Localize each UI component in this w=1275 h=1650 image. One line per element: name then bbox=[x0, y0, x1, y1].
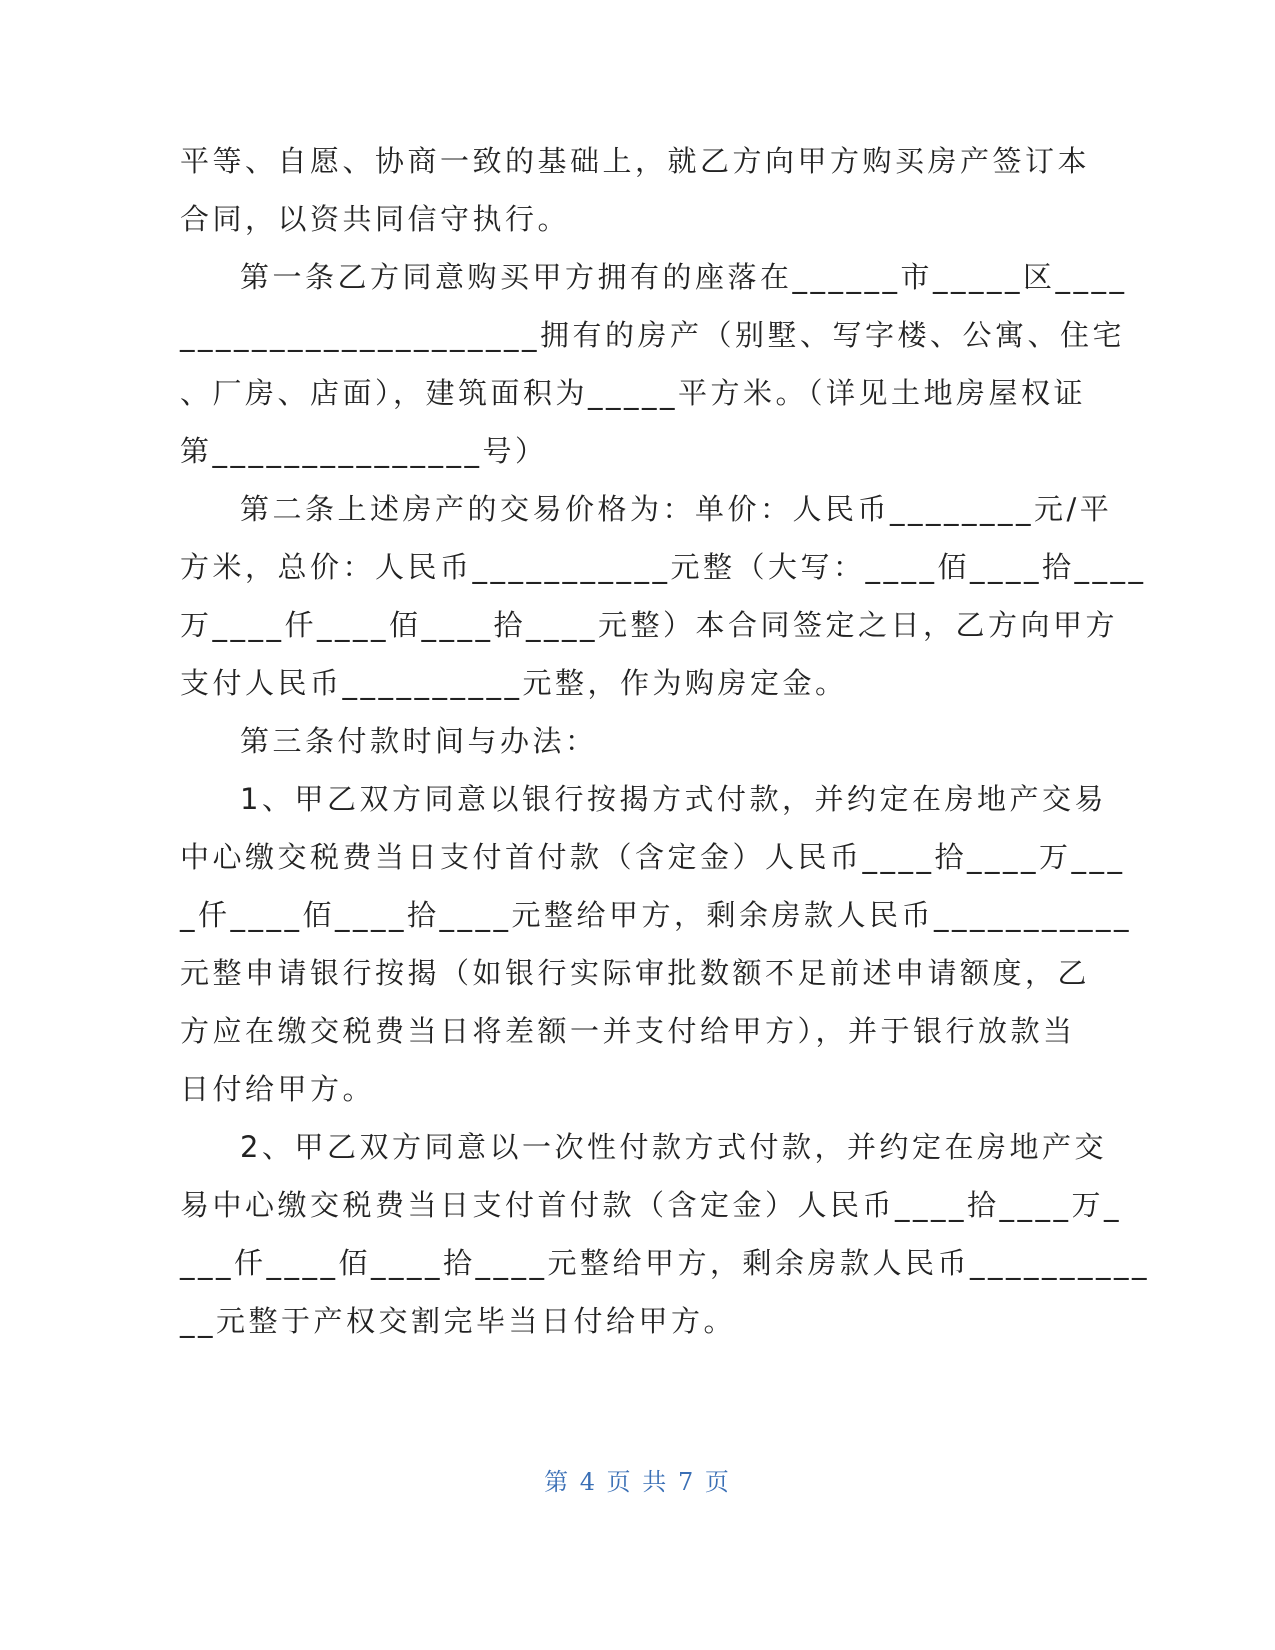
payment-option-1-line: 1、甲乙双方同意以银行按揭方式付款，并约定在房地产交易 bbox=[240, 782, 1107, 816]
clause-2-line: 方米，总价：人民币___________元整（大写：____佰____拾____ bbox=[180, 550, 1147, 584]
clause-1-line: ____________________拥有的房产（别墅、写字楼、公寓、住宅 bbox=[180, 318, 1126, 352]
clause-2-line: 万____仟____佰____拾____元整）本合同签定之日，乙方向甲方 bbox=[180, 608, 1119, 642]
payment-option-2-line: __元整于产权交割完毕当日付给甲方。 bbox=[180, 1304, 737, 1338]
payment-option-2-line: 2、甲乙双方同意以一次性付款方式付款，并约定在房地产交 bbox=[240, 1130, 1107, 1164]
clause-3-heading: 第三条付款时间与办法： bbox=[240, 724, 598, 758]
payment-option-1-line: 方应在缴交税费当日将差额一并支付给甲方），并于银行放款当 bbox=[180, 1014, 1076, 1048]
clause-1-line: 第一条乙方同意购买甲方拥有的座落在______市_____区____ bbox=[240, 260, 1128, 294]
page-number-footer: 第 4 页 共 7 页 bbox=[544, 1468, 731, 1496]
payment-option-2-line: ___仟____佰____拾____元整给甲方，剩余房款人民币__________ bbox=[180, 1246, 1151, 1280]
body-line: 平等、自愿、协商一致的基础上，就乙方向甲方购买房产签订本 bbox=[180, 144, 1091, 178]
clause-1-line: 第_______________号） bbox=[180, 434, 548, 468]
clause-1-line: 、厂房、店面），建筑面积为_____平方米。（详见土地房屋权证 bbox=[180, 376, 1087, 410]
payment-option-1-line: 日付给甲方。 bbox=[180, 1072, 376, 1106]
body-line: 合同，以资共同信守执行。 bbox=[180, 202, 571, 236]
payment-option-1-line: 中心缴交税费当日支付首付款（含定金）人民币____拾____万___ bbox=[180, 840, 1126, 874]
clause-2-line: 支付人民币__________元整，作为购房定金。 bbox=[180, 666, 848, 700]
document-body bbox=[180, 132, 1151, 1350]
payment-option-1-line: 元整申请银行按揭（如银行实际审批数额不足前述申请额度，乙 bbox=[180, 956, 1091, 990]
clause-2-line: 第二条上述房产的交易价格为：单价：人民币________元/平 bbox=[240, 492, 1113, 526]
payment-option-2-line: 易中心缴交税费当日支付首付款（含定金）人民币____拾____万_ bbox=[180, 1188, 1123, 1222]
payment-option-1-line: _仟____佰____拾____元整给甲方，剩余房款人民币___________ bbox=[180, 898, 1133, 932]
